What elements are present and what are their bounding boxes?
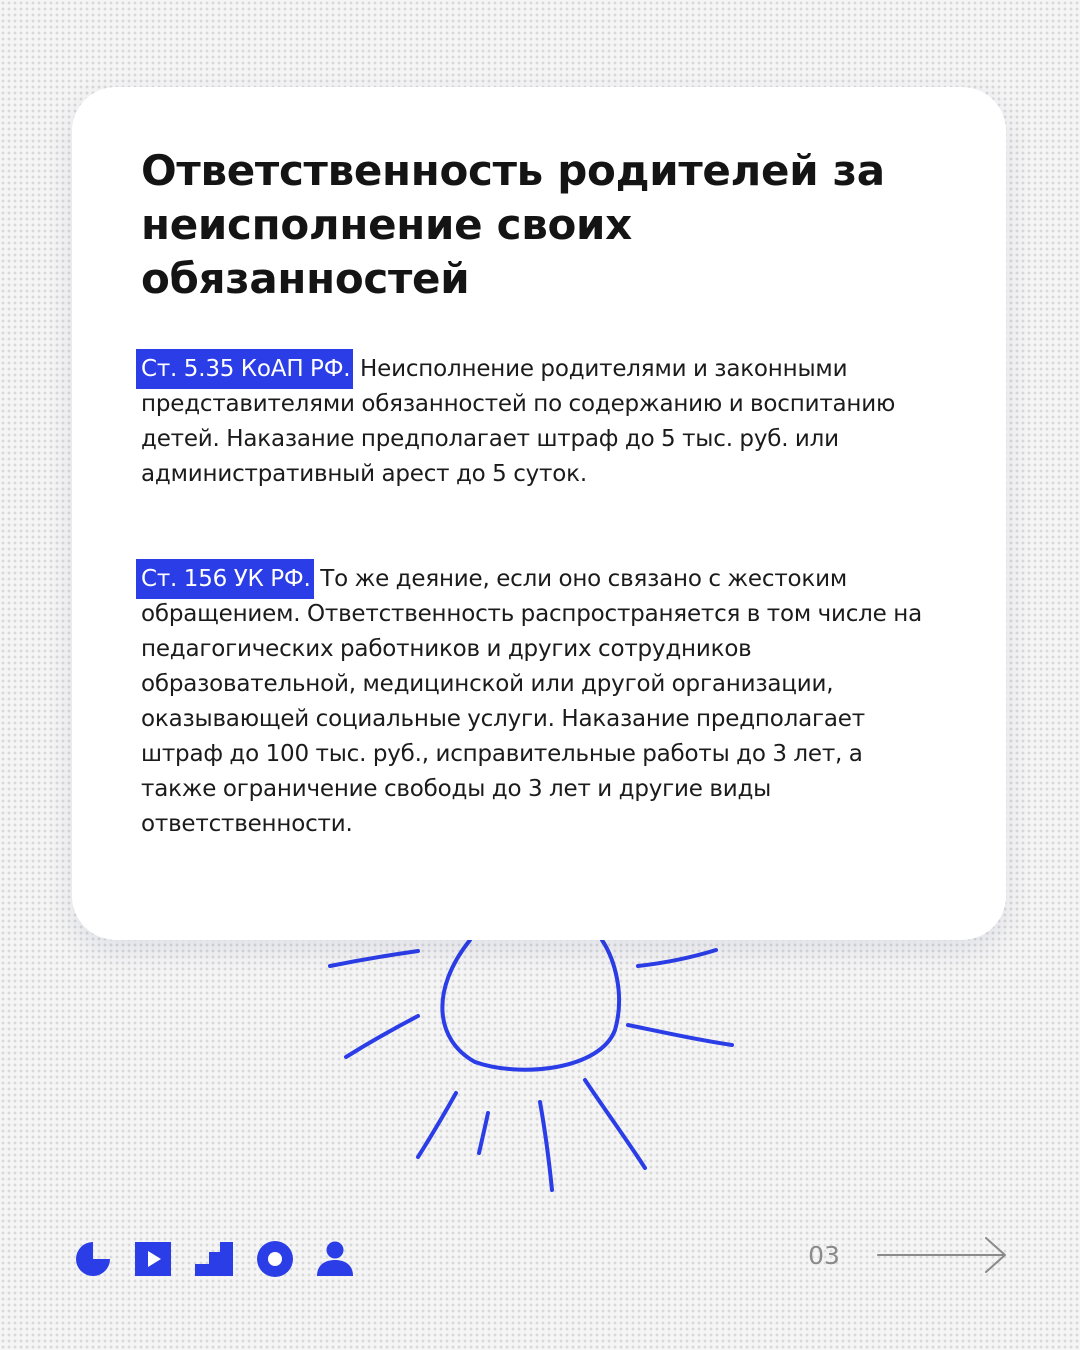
page-number: 03: [808, 1241, 840, 1270]
article-text-uk: То же деяние, если оно связано с жестоким обращением. Ответственность распространяется в том числе на педагогических работников и других сотрудников образовательной, медицинской или другой организации, оказывающей социальные услуги. Наказание предполагает штраф до 100 тыс. руб., исправительные работы до 3 лет, а также ограничение свободы до 3 лет и другие виды ответственности.: [141, 566, 922, 837]
stairs-icon: [195, 1242, 233, 1276]
circle-ring-icon: [257, 1241, 293, 1277]
play-icon: [135, 1242, 171, 1276]
footer-icon-row: [74, 1240, 364, 1278]
article-text-koap: Неисполнение родителями и законными представителями обязанностей по содержанию и воспитанию детей. Наказание предполагает штраф до 5 тыс. руб. или административный арест до 5 суток.: [141, 356, 896, 487]
page-title: Ответственность родителей за неисполнение своих обязанностей: [141, 146, 885, 303]
article-paragraph-koap: [141, 352, 941, 492]
article-label-uk: Ст. 156 УК РФ.: [136, 559, 314, 599]
person-icon: [317, 1242, 353, 1277]
article-paragraph-uk: [141, 562, 941, 842]
arrow-right-icon[interactable]: [876, 1234, 1010, 1278]
pie-shape-icon: [76, 1242, 110, 1276]
article-label-koap: Ст. 5.35 КоАП РФ.: [136, 349, 353, 389]
